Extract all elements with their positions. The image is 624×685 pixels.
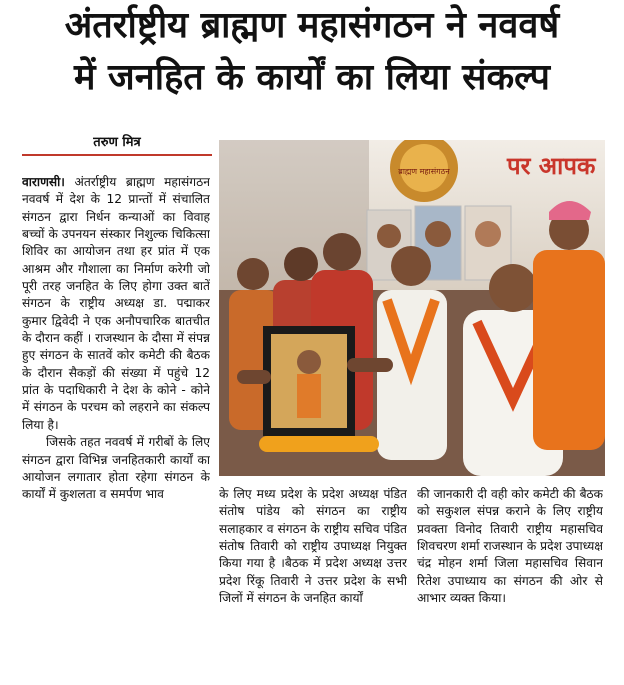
byline-rule <box>22 154 212 156</box>
article-column-1 <box>22 174 210 674</box>
byline: तरुण मित्र <box>93 135 141 150</box>
banner-text: पर आपक <box>507 152 596 180</box>
person-2-head <box>284 247 318 281</box>
news-photo <box>219 140 605 476</box>
article-column-2-text: के लिए मध्य प्रदेश के प्रदेश अध्यक्ष पंडित संतोष पांडेय को संगठन का राष्ट्रीय सलाहकार व संगठन के राष्ट्रीय सचिव पंडित संतोष तिवारी को राष्ट्रीय उपाध्यक्ष नियुक्त किया गया है ।बैठक में प्रदेश अध्यक्ष उत्तर प्रदेश रिंकू तिवारी ने उत्तर प्रदेश के सभी जिलों में संगठन के जनहित कार्यों <box>219 487 407 606</box>
hand-left <box>237 370 271 384</box>
article-paragraph-1 <box>22 174 210 434</box>
frame-figure-head <box>297 350 321 374</box>
person-1-head <box>237 258 269 290</box>
article-column-2 <box>219 486 407 676</box>
person-3-head <box>323 233 361 271</box>
hand-right <box>347 358 393 372</box>
banner-face-3 <box>475 221 501 247</box>
news-photo-illustration <box>219 140 605 476</box>
person-5-head <box>489 264 537 312</box>
banner-face-1 <box>377 224 401 248</box>
person-6-body <box>533 250 605 450</box>
article-column-3 <box>417 486 603 676</box>
seal-text: ब्राह्मण महासंगठन <box>398 167 450 176</box>
frame-figure-body <box>297 374 321 418</box>
article-column-3-text: की जानकारी दी वही कोर कमेटी की बैठक को सकुशल संपन्न कराने के लिए राष्ट्रीय प्रवक्ता विनोद तिवारी राष्ट्रीय महासचिव शिवचरण शर्मा राजस्थान के प्रदेश उपाध्यक्ष चंद्र मोहन शर्मा जिला महासचिव सिवान रितेश उपाध्याय का संगठन की ओर से आभार व्यक्त किया। <box>417 487 603 606</box>
headline-line-1: अंतर्राष्ट्रीय ब्राह्मण महासंगठन ने नववर्ष <box>64 5 560 46</box>
presented-frame <box>263 326 355 436</box>
headline-line-2: में जनहित के कार्यों का लिया संकल्प <box>74 57 550 98</box>
banner-face-2 <box>425 221 451 247</box>
garland-icon <box>259 436 379 452</box>
article-paragraph-1-text: अंतर्राष्ट्रीय ब्राह्मण महासंगठन नववर्ष में देश के 12 प्रान्तों में संचालित संगठन द्वारा निर्धन कन्याओं का विवाह बच्चों के उपनयन संस्कार निशुल्क चिकित्सा शिविर का आयोजन तथा हर प्रांत में एक आश्रम और गौशाला का निर्माण करेगी जो पूरी तरह जनहित के लिए होगा उक्त बातें संगठन के राष्ट्रीय अध्यक्ष डा. पद्माकर कुमार द्विवेदी ने एक अनौपचारिक बातचीत के दौरान कहीं । राजस्थान के दौसा में संपन्न हुए संगठन के सातवें कोर कमेटी की बैठक के दौरान सैकड़ों की संख्या में पहुंचे 12 प्रांत के पदाधिकारी ने देश के कोने - कोने में संगठन के परचम को लहराने का संकल्प लिया है। <box>22 175 210 432</box>
person-4-head <box>391 246 431 286</box>
article-paragraph-2: जिसके तहत नववर्ष में गरीबों के लिए संगठन द्वारा विभिन्न जनहितकारी कार्यों का आयोजन लगातार होता रहेगा संगठन के कार्यों में कुशलता व समर्पण भाव <box>22 435 210 502</box>
dateline: वाराणसी। <box>22 175 65 189</box>
